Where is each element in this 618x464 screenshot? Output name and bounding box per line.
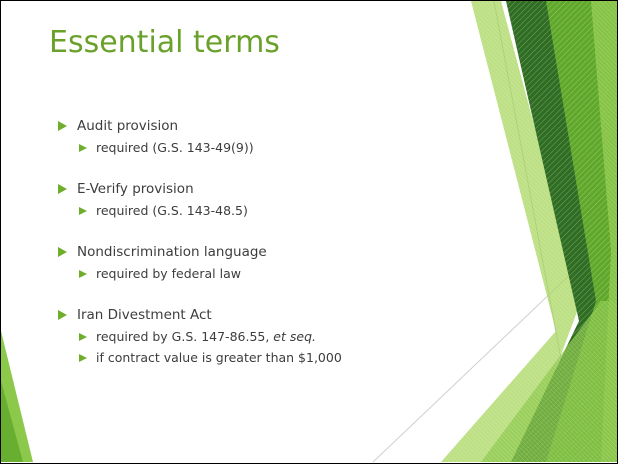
sub-bullet-text: required (G.S. 143-48.5) — [96, 203, 248, 218]
triangle-right-icon — [58, 310, 67, 320]
triangle-right-icon — [79, 354, 87, 362]
bullet-label: Audit provision — [77, 118, 179, 134]
sub-bullet-text: required (G.S. 143-49(9)) — [96, 140, 254, 155]
triangle-right-icon — [79, 207, 87, 215]
light-green-foreground — [481, 301, 617, 462]
sub-bullet-text-main: required by G.S. 147-86.55, — [96, 329, 274, 344]
bullet-label: E-Verify provision — [77, 181, 194, 197]
triangle-right-icon — [58, 247, 67, 257]
triangle-right-icon — [58, 121, 67, 131]
sub-bullet-text-italic: et seq. — [273, 329, 316, 344]
sub-bullet-line — [58, 137, 478, 158]
bullet-line — [58, 115, 478, 137]
bullet-list — [58, 115, 478, 388]
bullet-label: Nondiscrimination language — [77, 244, 267, 260]
sub-bullet-line — [58, 263, 478, 284]
sub-bullet-text: if contract value is greater than $1,000 — [96, 350, 342, 365]
triangle-right-icon — [58, 184, 67, 194]
list-item — [58, 178, 478, 221]
sub-bullet-text — [96, 329, 316, 344]
left-green-sliver — [1, 331, 33, 462]
bullet-line — [58, 241, 478, 263]
sub-bullet-line — [58, 200, 478, 221]
bullet-line — [58, 304, 478, 326]
bullet-label: Iran Divestment Act — [77, 307, 212, 323]
triangle-right-icon — [79, 270, 87, 278]
bullet-line — [58, 178, 478, 200]
sub-bullet-text: required by federal law — [96, 266, 241, 281]
list-item — [58, 304, 478, 368]
list-item — [58, 115, 478, 158]
sub-bullet-line — [58, 347, 478, 368]
sub-bullet-line — [58, 326, 478, 347]
triangle-right-icon — [79, 333, 87, 341]
list-item — [58, 241, 478, 284]
slide — [1, 1, 617, 463]
slide-title: Essential terms — [49, 25, 280, 60]
triangle-right-icon — [79, 144, 87, 152]
